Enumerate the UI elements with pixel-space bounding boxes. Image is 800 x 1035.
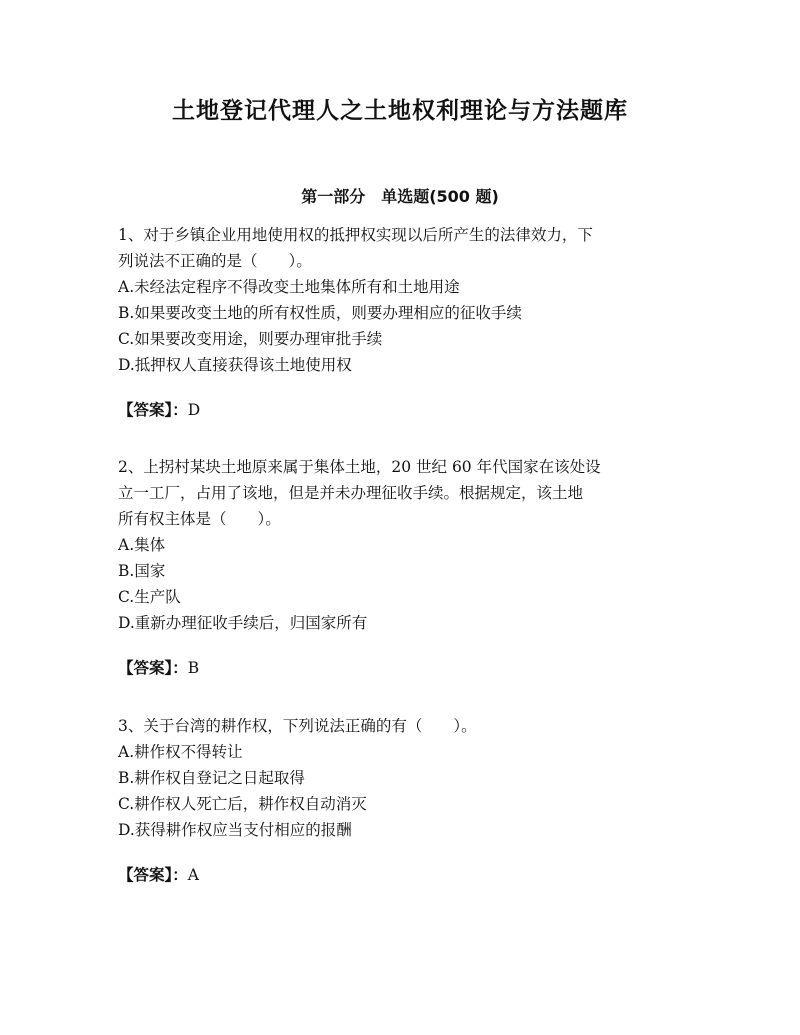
- question-2: [118, 454, 678, 681]
- question-stem-line: 3、关于台湾的耕作权，下列说法正确的有（ ）。: [118, 717, 477, 735]
- option-c: C.耕作权人死亡后，耕作权自动消灭: [118, 795, 367, 813]
- section-heading: 第一部分 单选题(500 题): [301, 187, 499, 206]
- answer-label: 【答案】：: [118, 866, 188, 884]
- option-a: A.集体: [118, 536, 166, 554]
- answer-label: 【答案】：: [118, 401, 188, 419]
- answer-value: B: [187, 659, 200, 677]
- question-stem-line: 所有权主体是（ ）。: [118, 510, 281, 528]
- question-stem-line: 1、对于乡镇企业用地使用权的抵押权实现以后所产生的法律效力，下: [118, 226, 593, 244]
- question-stem-line: 2、上拐村某块土地原来属于集体土地，20 世纪 60 年代国家在该处设: [118, 458, 601, 476]
- option-c: C.如果要改变用途，则要办理审批手续: [118, 330, 383, 348]
- answer-line: [118, 862, 678, 888]
- document-title: 土地登记代理人之土地权利理论与方法题库: [172, 98, 628, 124]
- answer-label: 【答案】：: [118, 659, 188, 677]
- option-a: A.耕作权不得转让: [118, 743, 243, 761]
- question-3: [118, 713, 678, 888]
- option-a: A.未经法定程序不得改变土地集体所有和土地用途: [118, 278, 460, 296]
- answer-line: [118, 655, 678, 681]
- answer-value: A: [187, 866, 199, 884]
- question-1: [118, 222, 678, 423]
- option-d: D.抵押权人直接获得该土地使用权: [118, 356, 352, 374]
- option-d: D.获得耕作权应当支付相应的报酬: [118, 821, 352, 839]
- question-stem-line: 列说法不正确的是（ ）。: [118, 252, 312, 270]
- option-b: B.国家: [118, 562, 166, 580]
- question-stem-line: 立一工厂，占用了该地，但是并未办理征收手续。根据规定，该土地: [118, 484, 584, 502]
- option-c: C.生产队: [118, 588, 181, 606]
- answer-value: D: [187, 401, 201, 419]
- option-d: D.重新办理征收手续后，归国家所有: [118, 614, 368, 632]
- answer-line: [118, 397, 678, 423]
- option-b: B.如果要改变土地的所有权性质，则要办理相应的征收手续: [118, 304, 522, 322]
- option-b: B.耕作权自登记之日起取得: [118, 769, 305, 787]
